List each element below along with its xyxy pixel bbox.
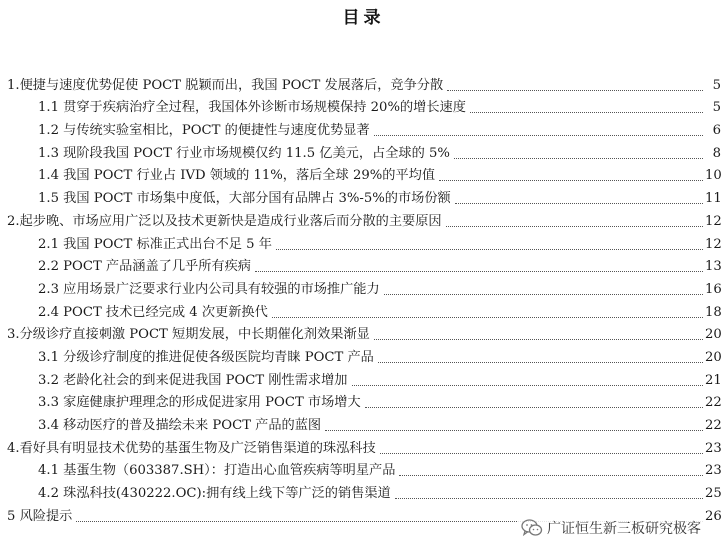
toc-entry-text: 1.3 现阶段我国 POCT 行业市场规模仅约 11.5 亿美元，占全球的 5% — [38, 145, 450, 161]
watermark — [517, 517, 705, 539]
toc-entry-text: 1.5 我国 POCT 市场集中度低，大部分国有品牌占 3%-5%的市场份额 — [38, 191, 451, 207]
toc-page-number: 8 — [712, 145, 721, 161]
toc-leader-dots — [384, 294, 703, 295]
toc-entry-text: 4.看好具有明显技术优势的基蛋生物及广泛销售渠道的珠泓科技 — [7, 440, 376, 456]
toc-entry-text: 2.3 应用场景广泛要求行业内公司具有较强的市场推广能力 — [38, 281, 380, 297]
toc-page-number: 22 — [705, 418, 722, 433]
toc-chapter[interactable] — [0, 321, 727, 344]
toc-leader-dots — [272, 317, 703, 318]
toc-leader-dots — [439, 180, 703, 181]
toc-list — [0, 71, 727, 525]
toc-page-number: 16 — [705, 281, 722, 297]
toc-page-number: 23 — [705, 440, 722, 456]
toc-section[interactable] — [0, 366, 727, 389]
toc-page-number: 18 — [705, 304, 722, 320]
toc-leader-dots — [446, 226, 703, 227]
toc-page-number: 12 — [705, 213, 722, 229]
toc-chapter[interactable] — [0, 71, 727, 94]
toc-leader-dots — [455, 203, 703, 204]
toc-page-number: 5 — [712, 100, 721, 116]
toc-leader-dots — [380, 453, 703, 454]
toc-page-number: 20 — [705, 327, 722, 343]
toc-title: 目录 — [342, 8, 385, 28]
toc-entry-text: 1.便捷与速度优势促使 POCT 脱颖而出，我国 POCT 发展落后，竞争分散 — [7, 77, 444, 93]
toc-entry-text: 2.1 我国 POCT 标准正式出台不足 5 年 — [38, 236, 272, 252]
toc-leader-dots — [378, 362, 703, 363]
toc-leader-dots — [470, 112, 703, 113]
toc-section[interactable] — [0, 184, 727, 207]
toc-leader-dots — [325, 430, 703, 431]
toc-page-number: 22 — [705, 395, 722, 411]
toc-entry-text: 5 风险提示 — [7, 508, 73, 524]
toc-entry-text: 3.3 家庭健康护理理念的形成促进家用 POCT 市场增大 — [38, 395, 361, 411]
toc-entry-text: 1.1 贯穿于疾病治疗全过程，我国体外诊断市场规模保持 20%的增长速度 — [38, 100, 466, 116]
toc-entry-text: 1.2 与传统实验室相比，POCT 的便捷性与速度优势显著 — [38, 123, 370, 139]
toc-leader-dots — [365, 407, 703, 408]
toc-entry-text: 3.2 老龄化社会的到来促进我国 POCT 刚性需求增加 — [38, 372, 348, 388]
toc-leader-dots — [352, 385, 704, 386]
toc-section[interactable] — [0, 411, 727, 434]
toc-chapter[interactable] — [0, 207, 727, 230]
toc-page-number: 10 — [705, 168, 722, 184]
toc-entry-text: 2.起步晚、市场应用广泛以及技术更新快是造成行业落后而分散的主要原因 — [7, 213, 442, 229]
toc-page-number: 12 — [705, 236, 722, 252]
toc-entry-text: 3.分级诊疗直接刺激 POCT 短期发展，中长期催化剂效果渐显 — [7, 327, 370, 343]
toc-leader-dots — [374, 135, 703, 136]
toc-entry-text: 2.2 POCT 产品涵盖了几乎所有疾病 — [38, 259, 251, 275]
toc-section[interactable] — [0, 139, 727, 162]
toc-leader-dots — [255, 271, 703, 272]
toc-section[interactable] — [0, 116, 727, 139]
toc-chapter[interactable] — [0, 434, 727, 457]
toc-leader-dots — [395, 498, 703, 499]
toc-section[interactable] — [0, 162, 727, 185]
toc-section[interactable] — [0, 457, 727, 480]
toc-section[interactable] — [0, 298, 727, 321]
toc-section[interactable] — [0, 275, 727, 298]
toc-entry-text: 3.4 移动医疗的普及描绘未来 POCT 产品的蓝图 — [38, 418, 322, 433]
watermark-text: 广证恒生新三板研究极客 — [547, 521, 701, 537]
toc-page-number: 23 — [705, 463, 722, 479]
toc-page-number: 6 — [712, 123, 721, 139]
toc-page-number: 5 — [712, 77, 721, 93]
toc-leader-dots — [276, 249, 703, 250]
toc-section[interactable] — [0, 389, 727, 412]
toc-page-number: 11 — [705, 191, 722, 207]
toc-page-number: 26 — [705, 508, 722, 524]
toc-entry-text: 2.4 POCT 技术已经完成 4 次更新换代 — [38, 304, 268, 320]
toc-entry-text: 1.4 我国 POCT 行业占 IVD 领域的 11%，落后全球 29%的平均值 — [38, 168, 436, 184]
toc-section[interactable] — [0, 479, 727, 502]
toc-entry-text: 4.2 珠泓科技(430222.OC):拥有线上线下等广泛的销售渠道 — [38, 486, 391, 502]
toc-section[interactable] — [0, 230, 727, 253]
toc-section[interactable] — [0, 253, 727, 276]
toc-leader-dots — [399, 475, 703, 476]
toc-entry-text: 4.1 基蛋生物（603387.SH）：打造出心血管疾病等明星产品 — [38, 463, 396, 479]
toc-page-number: 13 — [705, 259, 722, 275]
toc-leader-dots — [374, 339, 703, 340]
toc-page-number: 20 — [705, 349, 722, 365]
toc-section[interactable] — [0, 343, 727, 366]
toc-section[interactable] — [0, 94, 727, 117]
wechat-icon — [521, 519, 543, 537]
toc-page-number: 25 — [705, 486, 722, 502]
toc-leader-dots — [447, 90, 703, 91]
toc-page-number: 21 — [705, 372, 722, 388]
toc-entry-text: 3.1 分级诊疗制度的推进促使各级医院均青睐 POCT 产品 — [38, 349, 374, 365]
toc-leader-dots — [454, 158, 703, 159]
